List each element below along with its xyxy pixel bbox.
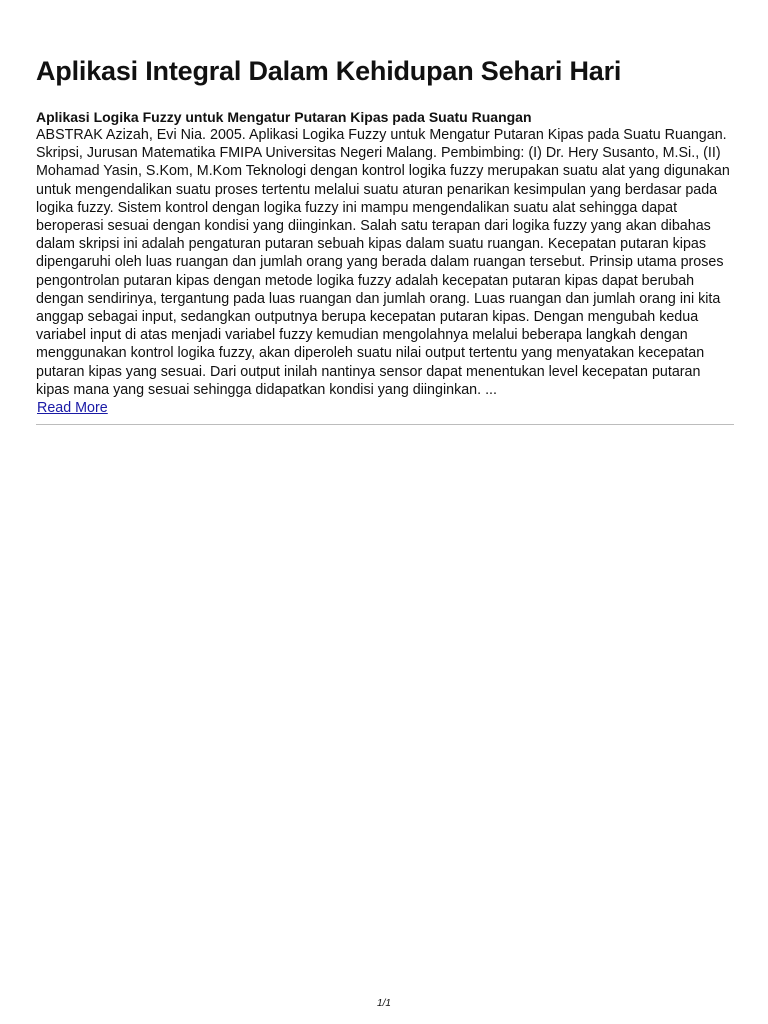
divider bbox=[36, 424, 734, 425]
page-title: Aplikasi Integral Dalam Kehidupan Sehari Hari bbox=[36, 56, 622, 86]
read-more-link[interactable]: Read More bbox=[37, 400, 108, 417]
article-entry bbox=[36, 108, 734, 417]
page-number: 1/1 bbox=[377, 998, 391, 1009]
article-title: Aplikasi Logika Fuzzy untuk Mengatur Putaran Kipas pada Suatu Ruangan bbox=[36, 109, 532, 125]
article-abstract: ABSTRAK Azizah, Evi Nia. 2005. Aplikasi Logika Fuzzy untuk Mengatur Putaran Kipas pada Suatu Ruangan. Skripsi, Jurusan Matematika FMIPA Universitas Negeri Malang. Pembimbing: (I) Dr. Hery Susanto, M.Si., (II) Mohamad Yasin, S.Kom, M.Kom Teknologi dengan kontrol logika fuzzy merupakan suatu alat yang digunakan untuk mengendalikan suatu proses tertentu melalui suatu aturan penarikan kesimpulan yang berdasar pada logika fuzzy. Sistem kontrol dengan logika fuzzy ini mampu mengendalikan suatu alat sehingga dapat beroperasi sesuai dengan kondisi yang diinginkan. Salah satu terapan dari logika fuzzy yang akan dibahas dalam skripsi ini adalah pengaturan putaran sebuah kipas dalam suatu ruangan. Kecepatan putaran kipas dipengaruhi oleh luas ruangan dan jumlah orang yang berada dalam ruangan tersebut. Prinsip utama proses pengontrolan putaran kipas dengan metode logika fuzzy adalah kecepatan putaran kipas dapat berubah dengan sendirinya, tergantung pada luas ruangan dan jumlah orang. Luas ruangan dan jumlah orang ini kita anggap sebagai input, sedangkan outputnya berupa kecepatan putaran kipas. Dengan mengubah kedua variabel input di atas menjadi variabel fuzzy kemudian mengolahnya melalui beberapa langkah dengan menggunakan kontrol logika fuzzy, akan diperoleh suatu nilai output tertentu yang menyatakan kecepatan putaran kipas yang sesuai. Dari output inilah nantinya sensor dapat menentukan level kecepatan putaran kipas mana yang sesuai sehingga didapatkan kondisi yang diinginkan. ... bbox=[36, 127, 730, 398]
